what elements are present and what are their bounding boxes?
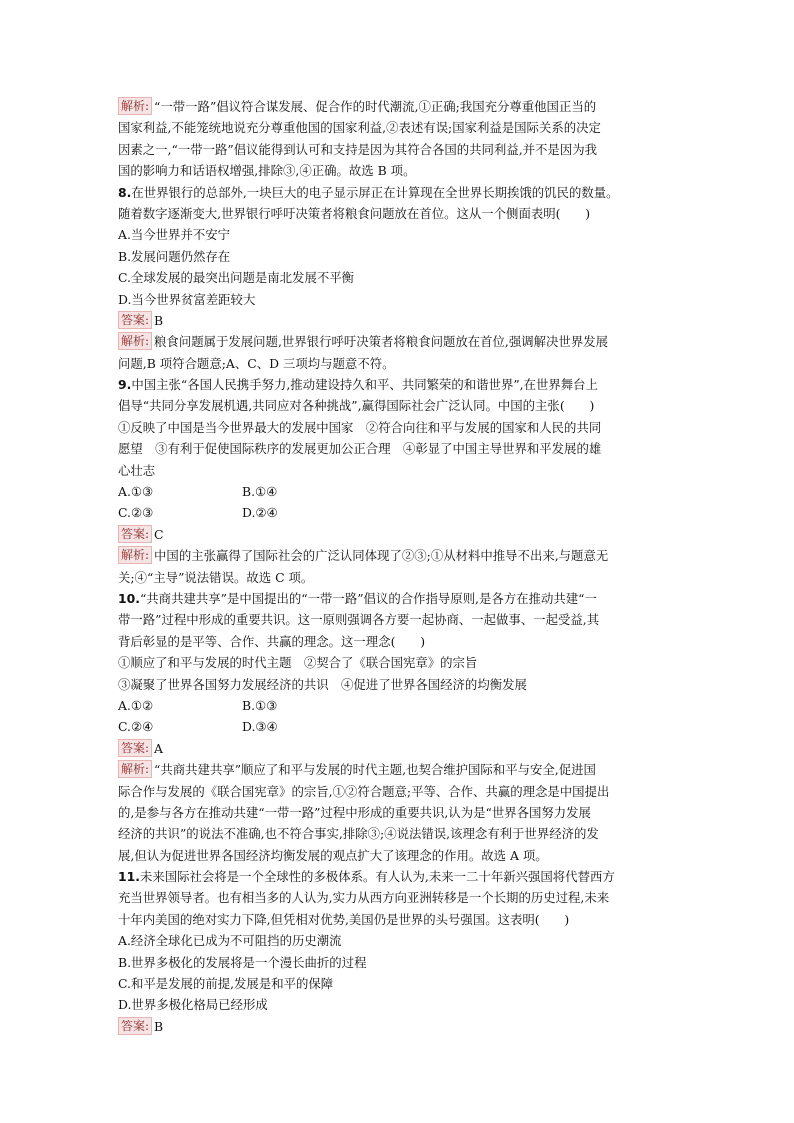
- question-stem: ①反映了中国是当今世界最大的发展中国家 ②符合向往和平与发展的国家和人民的共同: [118, 419, 602, 435]
- option-b: B.①③: [242, 697, 278, 713]
- option-b: B.①④: [242, 484, 278, 500]
- answer-value: B: [154, 312, 164, 328]
- question-stem: ③凝聚了世界各国努力发展经济的共识 ④促进了世界各国经济的均衡发展: [118, 676, 527, 692]
- option-d: D.③④: [242, 719, 278, 735]
- option-a: A.经济全球化已成为不可阻挡的历史潮流: [118, 933, 342, 949]
- question-10: [118, 588, 690, 866]
- option-a: A.①②: [118, 697, 154, 713]
- question-stem: 未来国际社会将是一个全球性的多极体系。有人认为,未来一二十年新兴强国将代替西方: [139, 869, 615, 885]
- analysis-text: 际合作与发展的《联合国宪章》的宗旨,①②符合题意;平等、合作、共赢的理念是中国提出: [118, 783, 610, 799]
- answer-value: B: [154, 1018, 164, 1034]
- analysis-text: 关;④“主导”说法错误。故选 C 项。: [118, 569, 314, 585]
- analysis-text: 问题,B 项符合题意;A、C、D 三项均与题意不符。: [118, 355, 395, 371]
- question-stem: 带一路”过程中形成的重要共识。这一原则强调各方要一起协商、一起做事、一起受益,其: [118, 612, 600, 628]
- analysis-text: “一带一路”倡议符合谋发展、促合作的时代潮流,①正确;我国充分尊重他国正当的: [154, 99, 597, 114]
- answer-label: 答案:: [118, 525, 152, 543]
- question-9: [118, 374, 690, 588]
- analysis-text: 因素之一,“一带一路”倡议能得到认可和支持是因为其符合各国的共同利益,并不是因为我: [118, 141, 597, 157]
- option-b: B.发展问题仍然存在: [118, 248, 231, 264]
- question-stem: 心壮志: [118, 462, 156, 478]
- question-stem: 十年内美国的绝对实力下降,但凭相对优势,美国仍是世界的头号强国。这表明( ): [118, 911, 570, 927]
- question-11: [118, 866, 690, 1037]
- answer-label: 答案:: [118, 311, 152, 329]
- option-b: B.世界多极化的发展将是一个漫长曲折的过程: [118, 954, 367, 970]
- answer-label: 答案:: [118, 739, 152, 757]
- question-number: 10.: [118, 590, 140, 606]
- analysis-text: 粮食问题属于发展问题,世界银行呼吁决策者将粮食问题放在首位,强调解决世界发展: [154, 334, 608, 350]
- analysis-text: 的,是参与各方在推动共建“一带一路”过程中形成的重要共识,认为是“世界各国努力发展: [118, 804, 591, 820]
- analysis-label: 解析:: [118, 760, 152, 778]
- question-stem: 背后彰显的是平等、合作、共赢的理念。这一理念( ): [118, 633, 426, 649]
- analysis-text: 展,但认为促进世界各国经济均衡发展的观点扩大了该理念的作用。故选 A 项。: [118, 847, 548, 863]
- question-stem: 倡导“共同分享发展机遇,共同应对各种挑战”,赢得国际社会广泛认同。中国的主张( ): [118, 398, 595, 414]
- question-number: 8.: [118, 184, 132, 200]
- analysis-text: 国家利益,不能笼统地说充分尊重他国的国家利益,②表述有误;国家利益是国际关系的决定: [118, 120, 601, 136]
- option-a: A.①③: [118, 484, 154, 500]
- answer-value: A: [154, 740, 163, 756]
- question-stem: 随着数字逐渐变大,世界银行呼吁决策者将粮食问题放在首位。这从一个侧面表明( ): [118, 205, 591, 221]
- answer-value: C: [154, 526, 164, 542]
- option-c: C.②④: [118, 719, 154, 735]
- question-stem: 愿望 ③有利于促使国际秩序的发展更加公正合理 ④彰显了中国主导世界和平发展的雄: [118, 441, 602, 457]
- option-d: D.世界多极化格局已经形成: [118, 997, 268, 1013]
- question-stem: 在世界银行的总部外,一块巨大的电子显示屏正在计算现在全世界长期挨饿的饥民的数量。: [131, 184, 619, 200]
- analysis-label: 解析:: [118, 97, 152, 115]
- question-stem: 中国主张“各国人民携手努力,推动建设持久和平、共同繁荣的和谐世界”,在世界舞台上: [131, 377, 598, 393]
- question-stem: “共商共建共享”是中国提出的“一带一路”倡议的合作指导原则,是各方在推动共建“一: [139, 590, 597, 606]
- answer-label: 答案:: [118, 1017, 152, 1035]
- option-c: C.和平是发展的前提,发展是和平的保障: [118, 976, 334, 992]
- option-d: D.当今世界贫富差距较大: [118, 291, 256, 307]
- analysis-text: “共商共建共享”顺应了和平与发展的时代主题,也契合维护国际和平与安全,促进国: [154, 762, 596, 778]
- analysis-text: 中国的主张赢得了国际社会的广泛认同体现了②③;①从材料中推导不出来,与题意无: [154, 548, 609, 564]
- analysis-text: 国的影响力和话语权增强,排除③,④正确。故选 B 项。: [118, 163, 416, 179]
- option-c: C.②③: [118, 505, 154, 521]
- analysis-label: 解析:: [118, 546, 152, 564]
- question-8: [118, 182, 690, 375]
- document-page: [118, 96, 690, 1037]
- question-stem: 充当世界领导者。也有相当多的人认为,实力从西方向亚洲转移是一个长期的历史过程,未来: [118, 890, 610, 906]
- option-a: A.当今世界并不安宁: [118, 227, 231, 243]
- question-number: 11.: [118, 869, 140, 885]
- option-d: D.②④: [242, 505, 278, 521]
- question-stem: ①顺应了和平与发展的时代主题 ②契合了《联合国宪章》的宗旨: [118, 655, 478, 671]
- analysis-label: 解析:: [118, 332, 152, 350]
- question-number: 9.: [118, 377, 132, 393]
- q7-analysis: [118, 96, 690, 182]
- option-c: C.全球发展的最突出问题是南北发展不平衡: [118, 270, 355, 286]
- analysis-text: 经济的共识”的说法不准确,也不符合事实,排除③;④说法错误,该理念有利于世界经济的发: [118, 826, 599, 842]
